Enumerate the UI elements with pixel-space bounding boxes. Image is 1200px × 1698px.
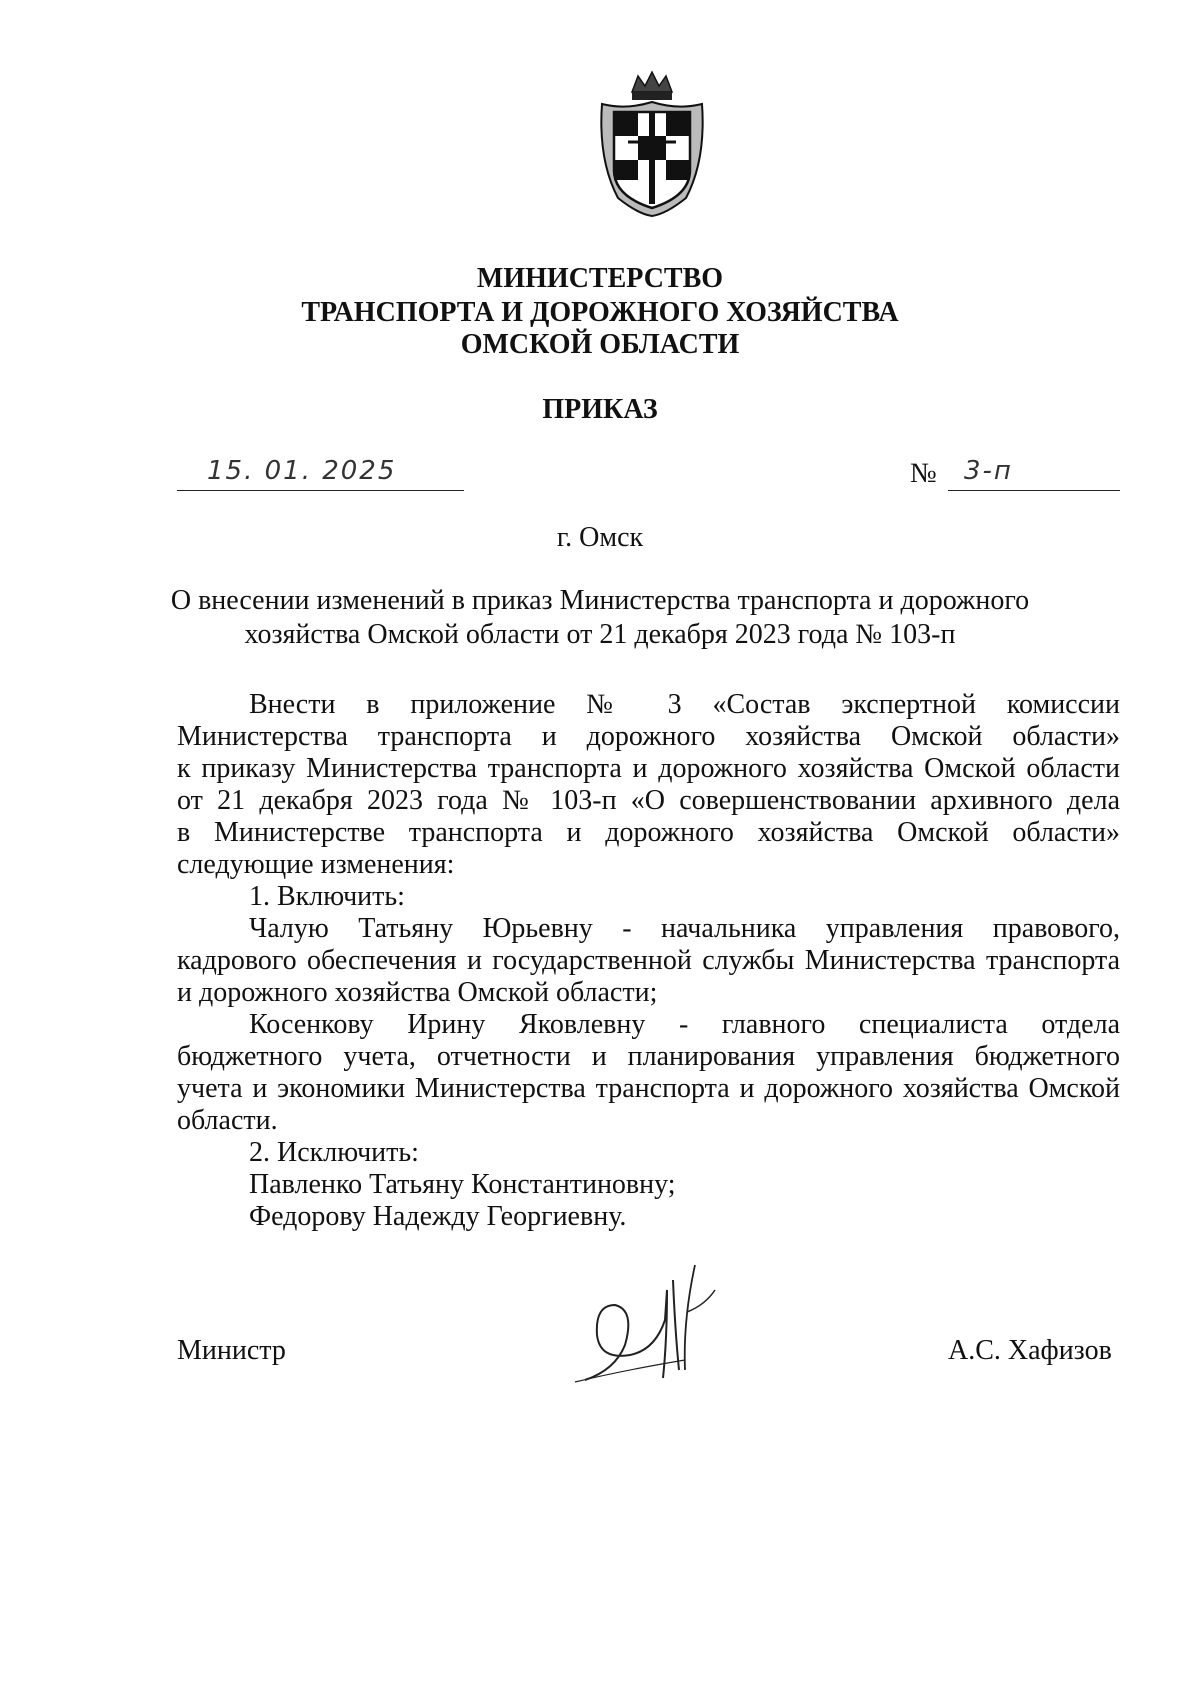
list-item-include: 1. Включить: [249, 881, 405, 912]
body-line: Косенкову Ирину Яковлевну - главного специалиста отдела [249, 1009, 1120, 1040]
body-line: Министерства транспорта и дорожного хозяйства Омской области» [177, 721, 1120, 752]
header-line-1: МИНИСТЕРСТВО [476, 263, 724, 294]
number-handwritten: 3-п [964, 456, 1013, 486]
body-line: Чалую Татьяну Юрьевну - начальника управления правового, [249, 913, 1120, 944]
body-line: к приказу Министерства транспорта и дорожного хозяйства Омской области [177, 753, 1120, 784]
date-field [177, 456, 464, 491]
signatory-name: А.С. Хафизов [948, 1335, 1112, 1366]
body-line: Павленко Татьяну Константиновну; [249, 1169, 676, 1200]
document-type: ПРИКАЗ [542, 394, 658, 425]
handwritten-signature [555, 1250, 735, 1400]
number-field [948, 456, 1120, 491]
body-line: учета и экономики Министерства транспорта и дорожного хозяйства Омской [177, 1073, 1120, 1104]
number-label: № [910, 458, 937, 489]
body-line: бюджетного учета, отчетности и планирования управления бюджетного [177, 1041, 1120, 1072]
body-line: Федорову Надежду Георгиевну. [249, 1201, 627, 1232]
document-title [120, 584, 1080, 652]
title-line-2: хозяйства Омской области от 21 декабря 2023 года № 103-п [244, 619, 956, 650]
body-line: области. [177, 1105, 278, 1136]
body-line: в Министерстве транспорта и дорожного хозяйства Омской области» [177, 817, 1120, 848]
body-line: Внести в приложение № 3 «Состав экспертной комиссии [249, 689, 1120, 720]
body-line: кадрового обеспечения и государственной службы Министерства транспорта [177, 945, 1120, 976]
coat-of-arms-icon [588, 70, 716, 220]
city: г. Омск [556, 522, 644, 553]
header-line-2: ТРАНСПОРТА И ДОРОЖНОГО ХОЗЯЙСТВА [301, 297, 899, 328]
body-line: и дорожного хозяйства Омской области; [177, 977, 658, 1008]
body-line: от 21 декабря 2023 года № 103-п «О совершенствовании архивного дела [177, 785, 1120, 816]
header-line-3: ОМСКОЙ ОБЛАСТИ [460, 329, 740, 360]
date-handwritten: 15. 01. 2025 [207, 456, 397, 486]
signatory-position: Министр [177, 1335, 286, 1366]
title-line-1: О внесении изменений в приказ Министерства транспорта и дорожного [170, 585, 1030, 616]
list-item-exclude: 2. Исключить: [249, 1137, 419, 1168]
body-line: следующие изменения: [177, 849, 455, 880]
